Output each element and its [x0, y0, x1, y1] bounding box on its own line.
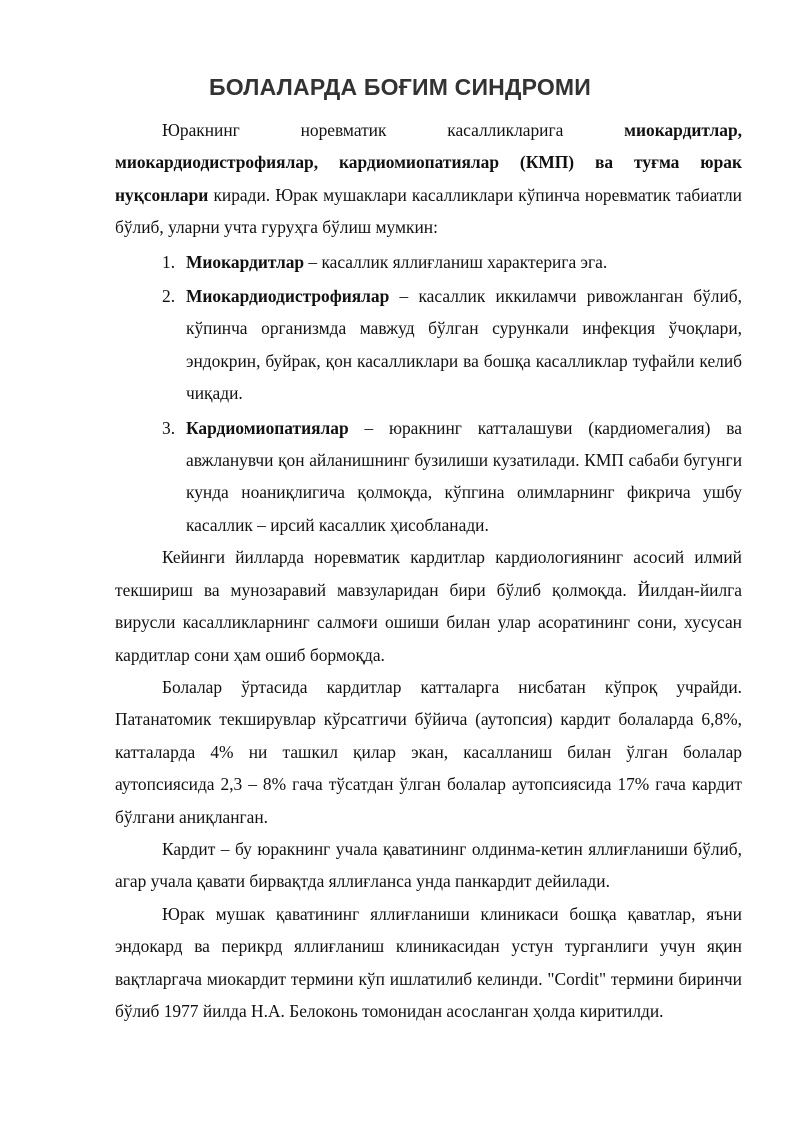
list-item: [115, 246, 742, 278]
list-item: [115, 412, 742, 542]
numbered-list: [115, 246, 742, 542]
intro-paragraph: [115, 114, 742, 244]
list-text: – касаллик яллиғланиш характерига эга.: [304, 251, 608, 272]
list-term: Кардиомиопатиялар: [186, 417, 349, 438]
paragraph: Болалар ўртасида кардитлар катталарга нисбатан кўпроқ учрайди. Патанатомик текширувлар кўрсатгичи бўйича (аутопсия) кардит болаларда 6,8%, катталарда 4% ни ташкил қилар экан, касалланиш билан ўлган болалар аутопсиясида 2,3 – 8% гача тўсатдан ўлган болалар аутопсиясида 17% гача кардит бўлгани аниқланган.: [115, 676, 742, 827]
list-term: Миокардиодистрофиялар: [186, 286, 390, 307]
list-number: 1.: [162, 251, 176, 272]
intro-rest: киради. Юрак мушаклари касалликлари кўпинча норевматик табиатли бўлиб, уларни учта гуруҳга бўлиш мумкин:: [115, 184, 742, 238]
list-number: 2.: [162, 286, 176, 307]
paragraph: Юрак мушак қаватининг яллиғланиши клиникаси бошқа қаватлар, яъни эндокард ва перикрд яллиғланиш клиникасидан устун турганлиги учун яқин вақтларгача миокардит термини кўп ишлатилиб келинди. "Cordit" термини биринчи бўлиб 1977 йилда Н.А. Белоконь томонидан асосланган ҳолда киритилди.: [115, 903, 742, 1021]
list-text: – юракнинг катталашуви (кардиомегалия) ва авжланувчи қон айланишнинг бузилиши кузатилади. КМП сабаби бугунги кунда ноаниқлигича қолмоқда, кўпгина олимларнинг фикрича ушбу касаллик – ирсий касаллик ҳисобланади.: [186, 417, 742, 535]
intro-lead: Юракнинг норевматик касалликларига: [162, 120, 625, 140]
list-text: – касаллик иккиламчи ривожланган бўлиб, кўпинча организмда мавжуд бўлган сурункали инфекция ўчоқлари, эндокрин, буйрак, қон касалликлари ва бошқа касалликлар туфайли келиб чиқади.: [186, 286, 742, 404]
list-item: [115, 280, 742, 410]
paragraph: Кейинги йилларда норевматик кардитлар кардиологиянинг асосий илмий текшириш ва мунозаравий мавзуларидан бири бўлиб қолмоқда. Йилдан-йилга вирусли касалликларнинг салмоғи ошиши билан улар асоратининг сони, хусусан кардитлар сони ҳам ошиб бормоқда.: [115, 547, 742, 665]
list-number: 3.: [162, 417, 176, 438]
page-title: БОЛАЛАРДА БОҒИМ СИНДРОМИ: [209, 74, 591, 100]
list-term: Миокардитлар: [186, 251, 305, 272]
document-body: [115, 114, 742, 1027]
paragraph: Кардит – бу юракнинг учала қаватининг олдинма-кетин яллиғланиши бўлиб, агар учала қавати бирвақтда яллиғланса унда панкардит дейилади.: [115, 838, 742, 892]
intro-bold-terms: миокардитлар, миокардиодистрофиялар, кардиомиопатиялар (КМП) ва туғма юрак нуқсонлари: [115, 120, 742, 205]
